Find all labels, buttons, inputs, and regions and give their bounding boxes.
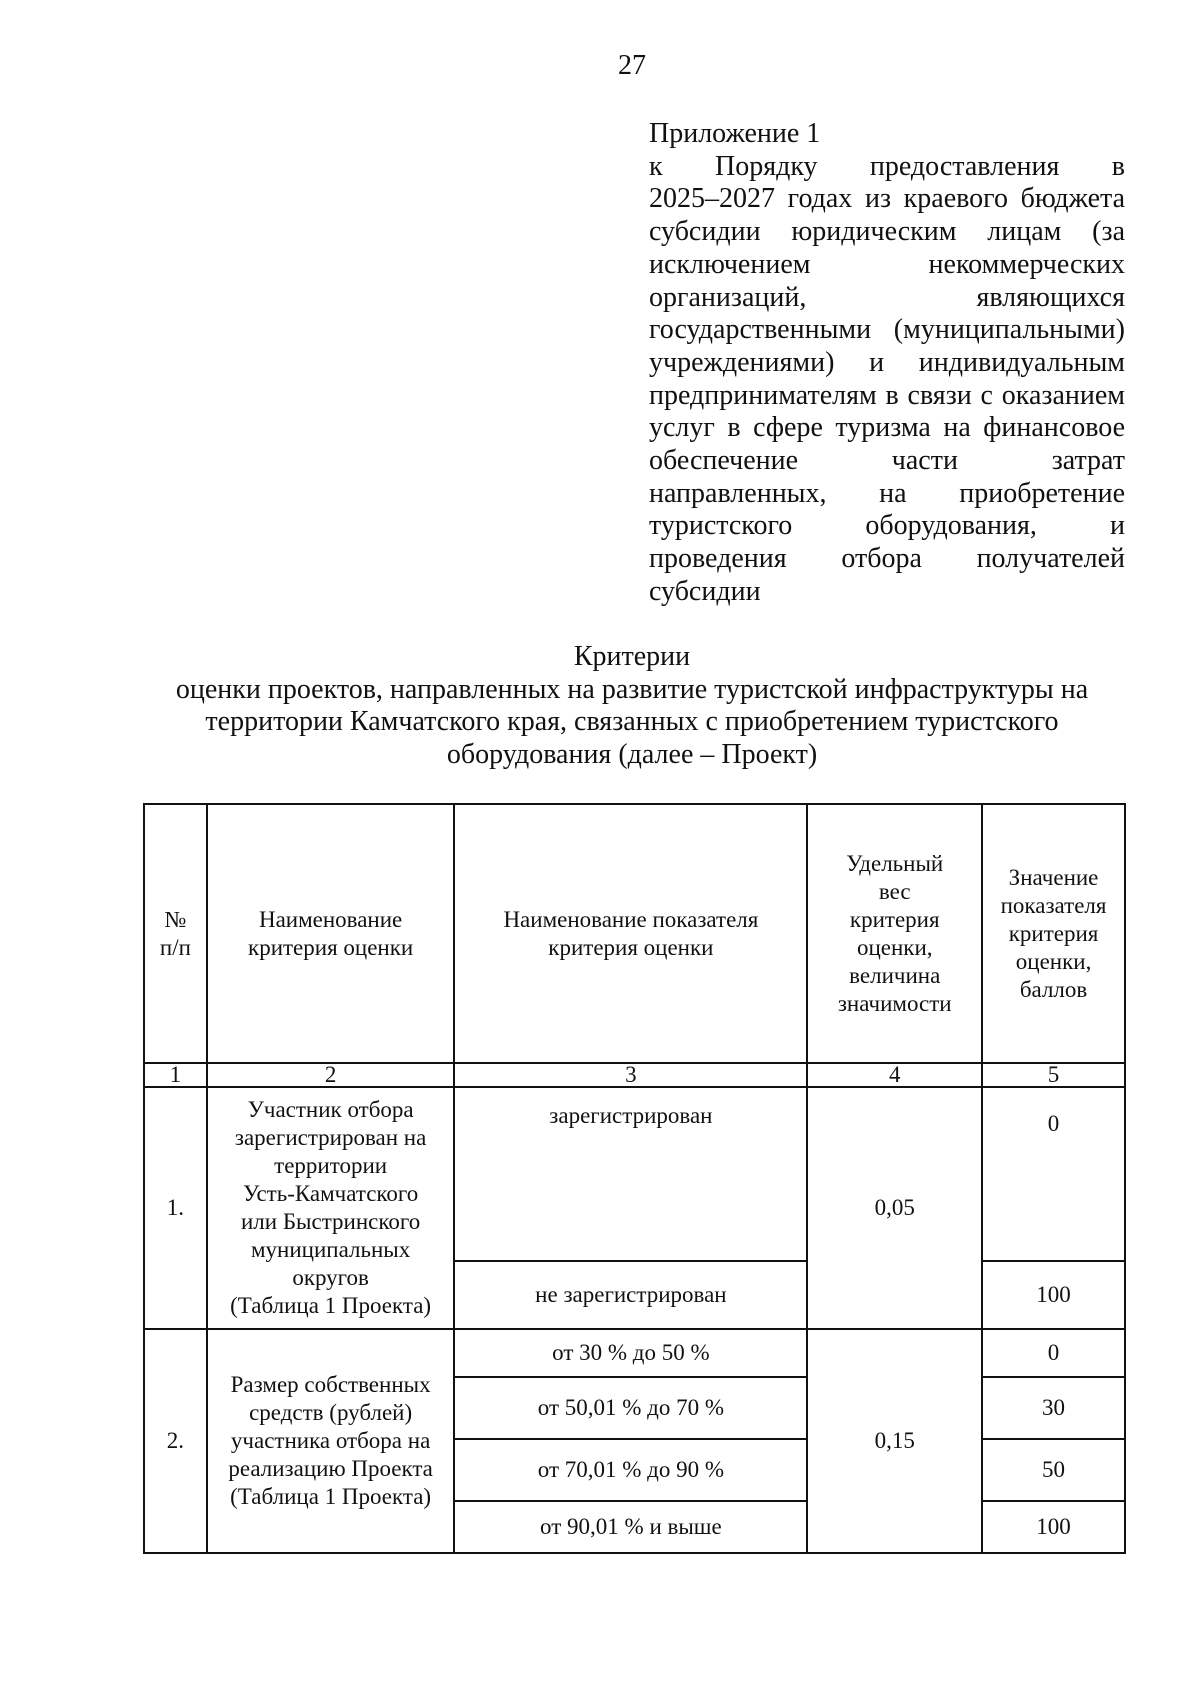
appendix-title: Приложение 1	[649, 118, 821, 149]
row-score: 100	[982, 1501, 1125, 1553]
criteria-table	[143, 803, 1126, 1554]
table-row	[144, 1329, 1125, 1377]
appendix-line: государственными (муниципальными)	[649, 314, 1125, 346]
appendix-line: туристского оборудования, и	[649, 510, 1125, 542]
row-indicator: от 50,01 % до 70 %	[454, 1377, 807, 1439]
column-number: 4	[807, 1063, 982, 1087]
appendix-block	[649, 118, 1125, 609]
row-score: 0	[982, 1087, 1125, 1261]
row-indicator: от 90,01 % и выше	[454, 1501, 807, 1553]
appendix-line: 2025–2027 годах из краевого бюджета	[649, 183, 1125, 215]
column-number: 5	[982, 1063, 1125, 1087]
row-num: 2.	[144, 1329, 207, 1553]
column-number: 3	[454, 1063, 807, 1087]
appendix-line: организаций, являющихся	[649, 281, 1125, 313]
row-criterion: Участник отбора зарегистрирован на территории Усть-Камчатского или Быстринского муниципальных округов (Таблица 1 Проекта)	[207, 1087, 455, 1329]
row-score: 100	[982, 1261, 1125, 1329]
row-criterion: Размер собственных средств (рублей) участника отбора на реализацию Проекта (Таблица 1 Проекта)	[207, 1329, 455, 1553]
heading-line: территории Камчатского края, связанных с приобретением туристского	[205, 706, 1059, 737]
appendix-line: направленных, на приобретение	[649, 477, 1125, 509]
document-heading	[140, 641, 1124, 771]
row-score: 50	[982, 1439, 1125, 1501]
appendix-line: к Порядку предоставления в	[649, 150, 1125, 182]
heading-title: Критерии	[573, 641, 691, 672]
row-weight: 0,05	[807, 1087, 982, 1329]
table-row	[144, 1087, 1125, 1261]
row-weight: 0,15	[807, 1329, 982, 1553]
heading-line: оценки проектов, направленных на развитие туристской инфраструктуры на	[175, 673, 1089, 705]
appendix-line: субсидии юридическим лицам (за	[649, 216, 1125, 248]
header-score: Значение показателя критерия оценки, баллов	[982, 804, 1125, 1063]
page-number: 27	[618, 50, 646, 81]
header-indicator: Наименование показателя критерия оценки	[454, 804, 807, 1063]
header-criterion: Наименование критерия оценки	[207, 804, 455, 1063]
row-indicator: от 30 % до 50 %	[454, 1329, 807, 1377]
header-weight: Удельный вес критерия оценки, величина значимости	[807, 804, 982, 1063]
appendix-line: учреждениями) и индивидуальным	[649, 346, 1125, 378]
row-num: 1.	[144, 1087, 207, 1329]
appendix-line: проведения отбора получателей	[649, 543, 1125, 575]
appendix-line: услуг в сфере туризма на финансовое	[649, 412, 1125, 444]
heading-line: оборудования (далее – Проект)	[446, 738, 818, 770]
row-score: 0	[982, 1329, 1125, 1377]
appendix-line: предпринимателям в связи с оказанием	[649, 379, 1125, 411]
header-num: № п/п	[144, 804, 207, 1063]
row-indicator: от 70,01 % до 90 %	[454, 1439, 807, 1501]
row-score: 30	[982, 1377, 1125, 1439]
table-header-row	[144, 804, 1125, 1063]
appendix-line: исключением некоммерческих	[649, 248, 1125, 280]
appendix-line: обеспечение части затрат	[649, 445, 1125, 477]
column-number: 1	[144, 1063, 207, 1087]
appendix-line: субсидии	[649, 575, 761, 607]
column-number: 2	[207, 1063, 455, 1087]
row-indicator: зарегистрирован	[454, 1087, 807, 1261]
row-indicator: не зарегистрирован	[454, 1261, 807, 1329]
column-number-row	[144, 1063, 1125, 1087]
